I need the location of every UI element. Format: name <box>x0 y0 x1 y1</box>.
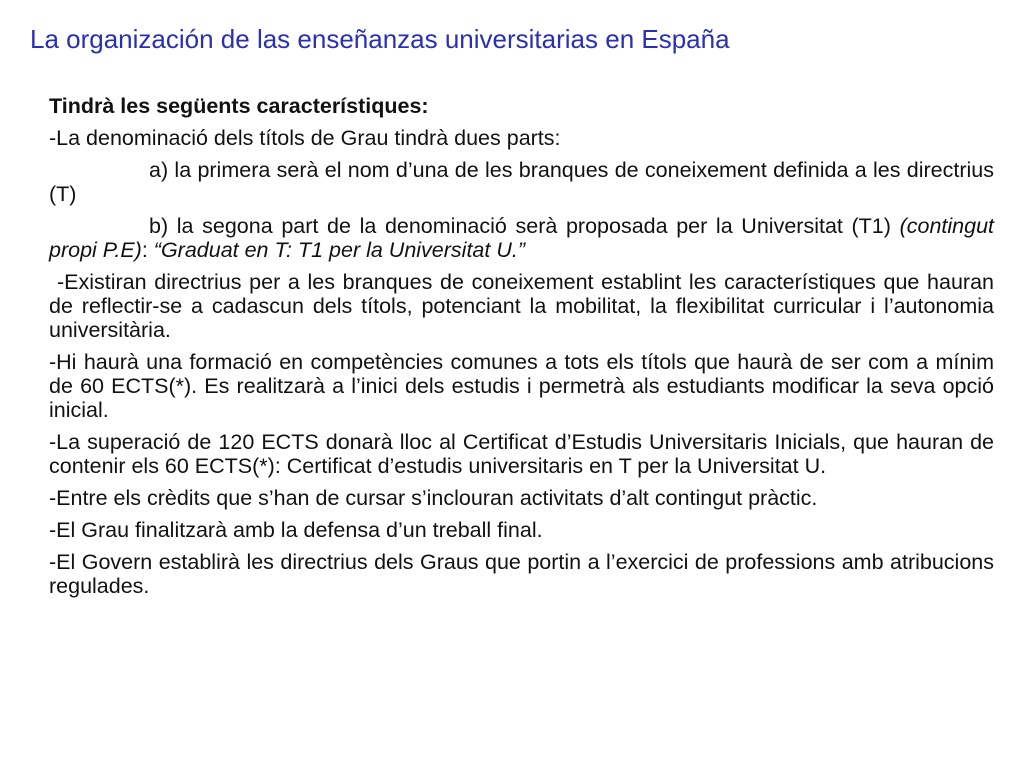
part-b-colon: : <box>141 238 154 262</box>
paragraph-titles-two-parts: -La denominació dels títols de Grau tindrà dues parts: <box>49 126 561 150</box>
paragraph-credits: -Entre els crèdits que s’han de cursar s’inclouran activitats d’alt contingut pràctic. <box>49 486 818 510</box>
paragraph-certificate: -La superació de 120 ECTS donarà lloc al Certificat d’Estudis Universitaris Inicials, que hauran de contenir els 60 ECTS(*): Certificat d’estudis universitaris en T per la Universitat U. <box>49 430 994 478</box>
paragraph-directrius: -Existiran directrius per a les branques de coneixement establint les característiques que hauran de reflectir-se a cadascun dels títols, potenciant la mobilitat, la flexibilitat curricular i l’autonomia universitària. <box>49 270 994 342</box>
paragraph-part-b <box>49 214 994 262</box>
part-b-text: b) la segona part de la denominació serà proposada per la Universitat (T1) <box>149 214 900 238</box>
part-b-italic-quote: “Graduat en T: T1 per la Universitat U.” <box>153 238 525 262</box>
slide-body <box>49 94 994 606</box>
paragraph-final-project: -El Grau finalitzarà amb la defensa d’un treball final. <box>49 518 543 542</box>
paragraph-part-a: a) la primera serà el nom d’una de les branques de coneixement definida a les directrius (T) <box>49 158 994 206</box>
paragraph-competencies: -Hi haurà una formació en competències comunes a tots els títols que haurà de ser com a mínim de 60 ECTS(*). Es realitzarà a l’inici dels estudis i permetrà als estudiants modificar la seva opció inicial. <box>49 350 994 422</box>
body-heading: Tindrà les següents característiques: <box>49 94 429 118</box>
paragraph-government: -El Govern establirà les directrius dels Graus que portin a l’exercici de professions amb atribucions regulades. <box>49 550 994 598</box>
slide-title: La organización de las enseñanzas universitarias en España <box>30 24 730 54</box>
part-b-italic-note: (contingut propi P.E) <box>49 214 994 262</box>
